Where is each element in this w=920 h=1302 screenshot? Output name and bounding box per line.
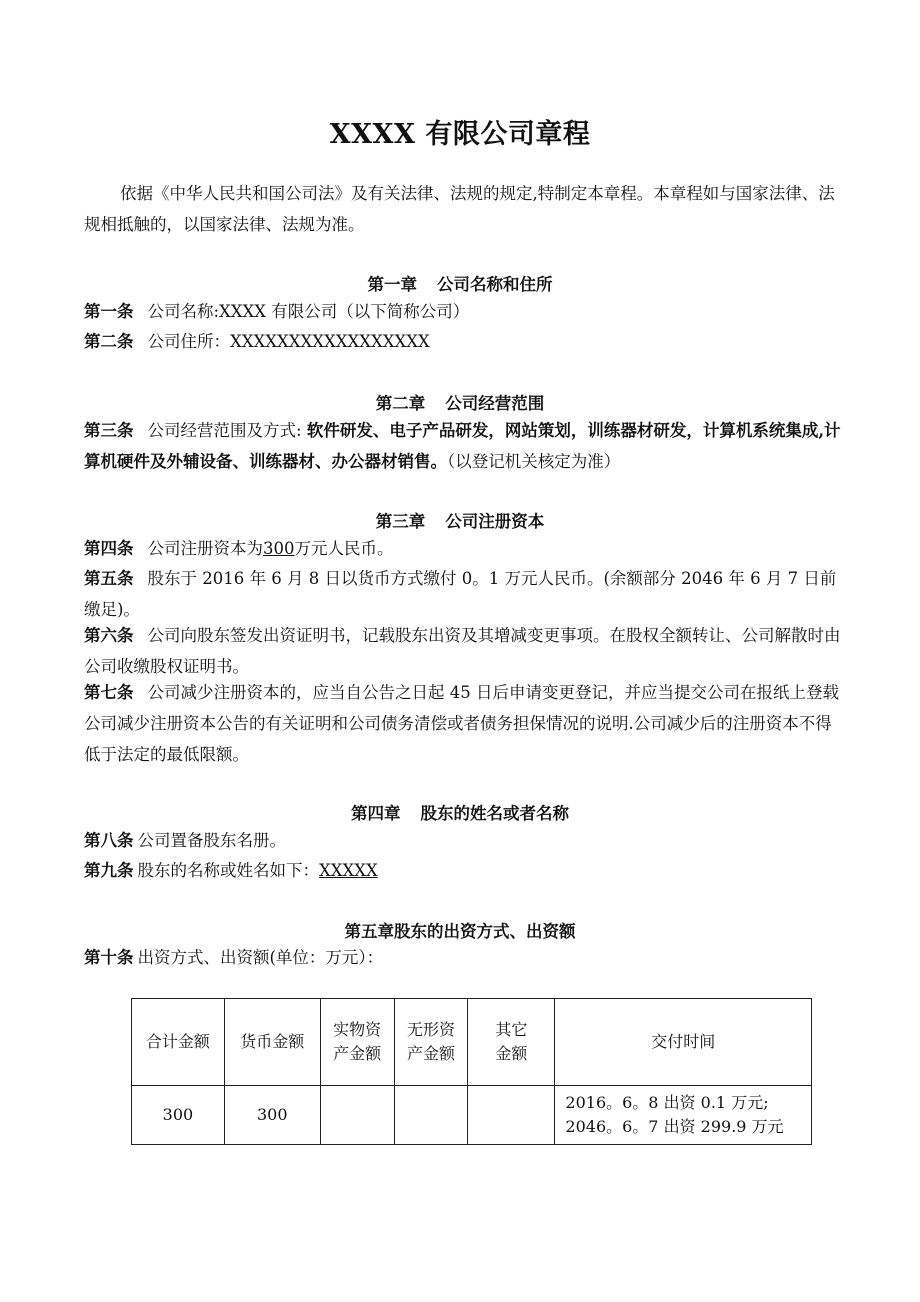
chapter-3-heading	[0, 508, 920, 532]
capital-contribution-table	[131, 998, 812, 1145]
article-8-label: 第八条	[84, 831, 134, 850]
article-10-text: 出资方式、出资额(单位：万元）：	[137, 948, 384, 967]
article-7-text: 公司减少注册资本的，应当自公告之日起 45 日后申请变更登记，并应当提交公司在报纸上登载公司减少注册资本公告的有关证明和公司债务清偿或者债务担保情况的说明.公司减少后的注册资本不得低于法定的最低限额。	[84, 683, 839, 764]
chapter-5-heading: 第五章股东的出资方式、出资额	[344, 922, 576, 941]
article-2-label: 第二条	[84, 332, 134, 351]
chapter-3-name: 公司注册资本	[445, 512, 545, 531]
article-6-label: 第六条	[84, 626, 134, 645]
article-5-label: 第五条	[84, 569, 134, 588]
article-1-text: 公司名称:XXXX 有限公司（以下简称公司）	[147, 302, 470, 321]
article-1-label: 第一条	[84, 302, 134, 321]
article-7-label: 第七条	[84, 683, 134, 702]
article-4	[84, 533, 844, 564]
chapter-4-number: 第四章	[351, 804, 401, 823]
chapter-2-number: 第二章	[375, 394, 426, 413]
cell-other-amount	[468, 1086, 555, 1145]
cell-total-amount: 300	[132, 1086, 225, 1145]
chapter-4-name: 股东的姓名或者名称	[420, 804, 569, 823]
chapter-2-name: 公司经营范围	[445, 394, 545, 413]
article-10	[84, 942, 844, 973]
article-8-text: 公司置备股东名册。	[137, 831, 286, 850]
header-currency-amount: 货币金额	[224, 999, 320, 1086]
chapter-3-number: 第三章	[375, 512, 426, 531]
header-delivery-time: 交付时间	[555, 999, 812, 1086]
article-7	[84, 677, 844, 770]
chapter-2-heading	[0, 390, 920, 414]
chapter-1-name: 公司名称和住所	[437, 275, 553, 294]
chapter-4-heading	[0, 800, 920, 824]
table-header-row	[132, 999, 812, 1086]
article-4-label: 第四条	[84, 539, 134, 558]
article-3-suffix: （以登记机关核定为准）	[447, 452, 621, 471]
article-1	[84, 296, 844, 327]
header-intangible-asset-amount: 无形资产金额	[394, 999, 468, 1086]
registered-capital-amount: 300	[263, 539, 295, 558]
document-title: XXXX 有限公司章程	[329, 119, 591, 150]
article-3-label: 第三条	[84, 421, 134, 440]
article-2-text: 公司住所：XXXXXXXXXXXXXXXXX	[147, 332, 430, 351]
article-10-label: 第十条	[84, 948, 134, 967]
article-3-business-scope: 软件研发、电子产品研发，网站策划，训练器材研发，计算机系统集成,计算机硬件及外辅设备、训练器材、办公器材销售。	[84, 421, 841, 471]
article-6	[84, 620, 844, 682]
header-physical-asset-amount: 实物资产金额	[320, 999, 394, 1086]
table-row	[132, 1086, 812, 1145]
cell-currency-amount: 300	[224, 1086, 320, 1145]
article-9-pre: 股东的名称或姓名如下：	[137, 861, 319, 880]
chapter-1-number: 第一章	[367, 275, 417, 294]
article-9-label: 第九条	[84, 861, 134, 880]
header-total-amount: 合计金额	[132, 999, 225, 1086]
article-8	[84, 825, 844, 856]
shareholder-name: XXXXX	[319, 861, 378, 880]
cell-delivery-time	[555, 1086, 812, 1145]
article-9	[84, 855, 844, 886]
article-5	[84, 563, 844, 625]
delivery-time-line-1: 2016。6。8 出资 0.1 万元;	[565, 1093, 769, 1112]
article-6-text: 公司向股东签发出资证明书，记载股东出资及其增减变更事项。在股权全额转让、公司解散时由公司收缴股权证明书。	[84, 626, 841, 676]
cell-intangible-asset-amount	[394, 1086, 468, 1145]
article-3-prefix: 公司经营范围及方式:	[147, 421, 307, 440]
article-5-text: 股东于 2016 年 6 月 8 日以货币方式缴付 0。1 万元人民币。(余额部分 2046 年 6 月 7 日前缴足)。	[84, 569, 837, 619]
article-4-pre: 公司注册资本为	[147, 539, 263, 558]
article-4-post: 万元人民币。	[294, 539, 394, 558]
chapter-1-heading	[0, 271, 920, 295]
cell-physical-asset-amount	[320, 1086, 394, 1145]
preamble: 依据《中华人民共和国公司法》及有关法律、法规的规定,特制定本章程。本章程如与国家法律、法规相抵触的，以国家法律、法规为准。	[84, 184, 835, 234]
article-2	[84, 326, 844, 357]
header-other-amount: 其它金额	[468, 999, 555, 1086]
delivery-time-line-2: 2046。6。7 出资 299.9 万元	[565, 1117, 784, 1136]
article-3	[84, 415, 844, 477]
